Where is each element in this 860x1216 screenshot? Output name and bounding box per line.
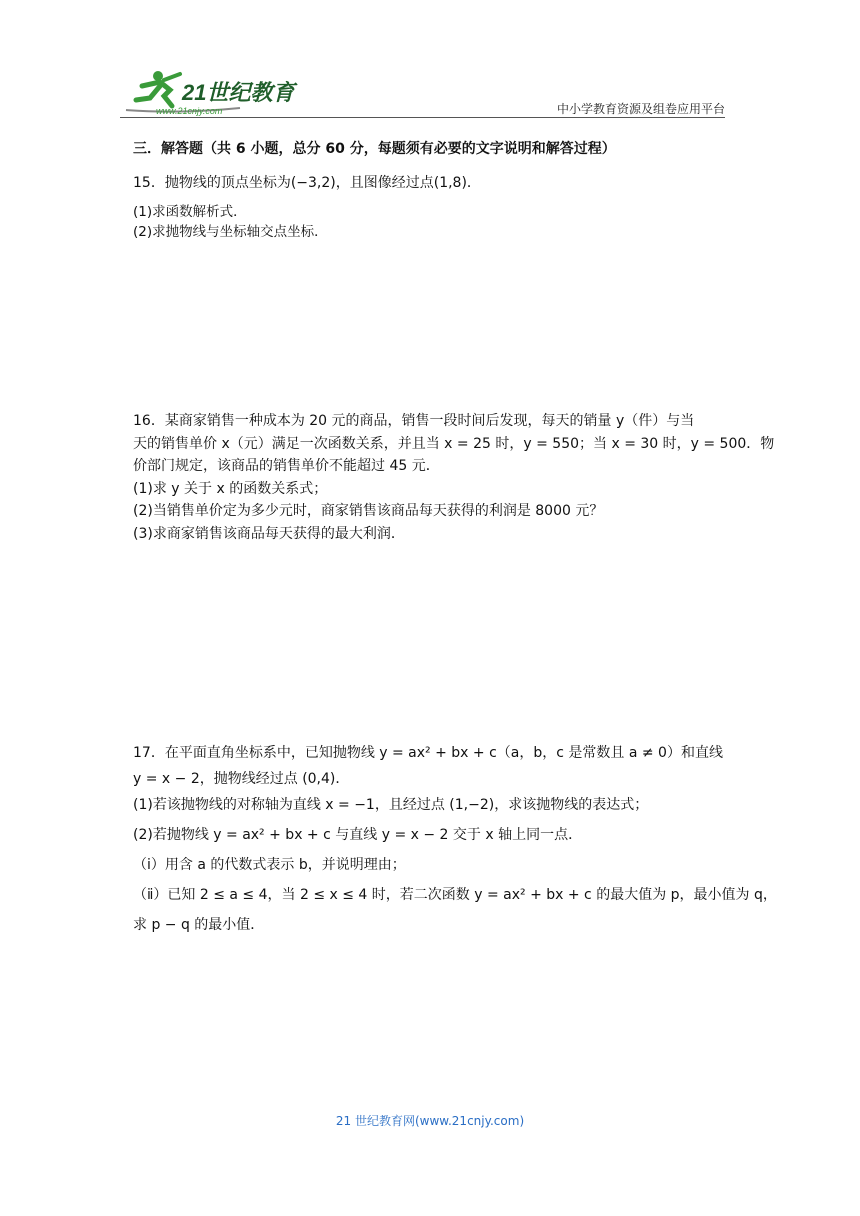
q17-part-2-ii-line-2: 求 p − q 的最小值． [133, 917, 265, 933]
platform-label: 中小学教育资源及组卷应用平台 [556, 102, 725, 116]
q17-line-2: y = x − 2，抛物线经过点 (0,4)． [133, 771, 350, 787]
q15-part-1: (1)求函数解析式． [133, 204, 247, 220]
section-title: 三．解答题（共 6 小题，总分 60 分，每题须有必要的文字说明和解答过程） [133, 141, 616, 157]
q15-part-2: (2)求抛物线与坐标轴交点坐标． [133, 224, 328, 240]
logo-21cnjy-icon [120, 66, 300, 118]
q17-line-1: 17．在平面直角坐标系中，已知抛物线 y = ax² + bx + c（a，b，c 是常数且 a ≠ 0）和直线 [133, 745, 723, 761]
logo-url: www.21cnjy.com [156, 106, 223, 116]
q16-part-1: (1)求 y 关于 x 的函数关系式； [133, 480, 328, 497]
section-header [133, 138, 733, 170]
header-divider [120, 117, 725, 118]
q16-line-1: 16．某商家销售一种成本为 20 元的商品，销售一段时间后发现，每天的销量 y（件）与当 [133, 413, 695, 429]
question-16 [133, 410, 774, 545]
q17-part-2-ii-line-1: （ⅱ）已知 2 ≤ a ≤ 4，当 2 ≤ x ≤ 4 时，若二次函数 y = ax² + bx + c 的最大值为 p，最小值为 q， [133, 887, 777, 903]
q17-part-2: (2)若抛物线 y = ax² + bx + c 与直线 y = x − 2 交于 x 轴上同一点． [133, 827, 583, 843]
logo-text: 21世纪教育 [182, 80, 295, 105]
footer-link[interactable]: 21 世纪教育网(www.21cnjy.com) [335, 1114, 525, 1128]
q16-line-3: 价部门规定，该商品的销售单价不能超过 45 元． [133, 458, 440, 474]
q17-part-1: (1)若该抛物线的对称轴为直线 x = −1，且经过点 (1,−2)，求该抛物线的表达式； [133, 797, 649, 813]
question-17 [133, 738, 777, 940]
q15-stem: 15．抛物线的顶点坐标为(−3,2)，且图像经过点(1,8)． [133, 175, 481, 191]
question-15 [133, 172, 481, 240]
q16-line-2: 天的销售单价 x（元）满足一次函数关系，并且当 x = 25 时，y = 550；当 x = 30 时，y = 500．物 [133, 435, 775, 452]
q16-part-3: (3)求商家销售该商品每天获得的最大利润． [133, 525, 405, 542]
q17-part-2-i: （ⅰ）用含 a 的代数式表示 b，并说明理由； [133, 857, 406, 873]
page-header [120, 66, 725, 118]
q16-part-2: (2)当销售单价定为多少元时，商家销售该商品每天获得的利润是 8000 元？ [133, 503, 604, 519]
